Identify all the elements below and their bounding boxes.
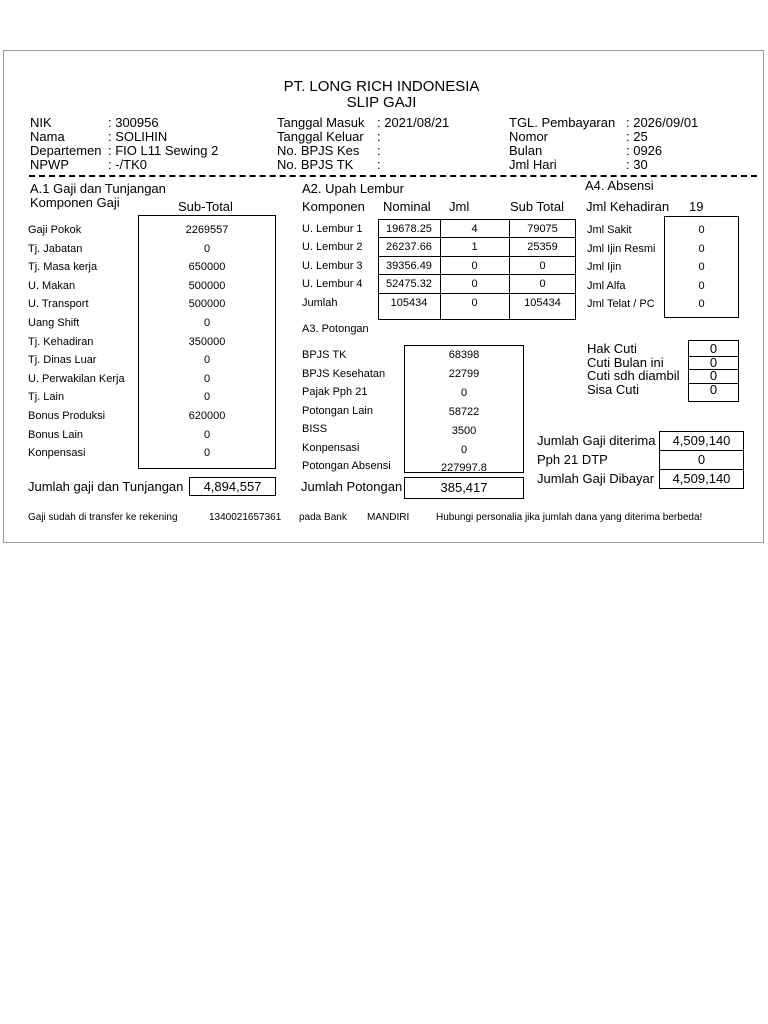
absensi-row-value: 0 [698, 261, 705, 274]
footer-bank-label: pada Bank [299, 512, 347, 523]
summary-row-label: Pph 21 DTP [537, 452, 608, 467]
gaji-row-value: 2269557 [185, 224, 229, 236]
gaji-row-value: 620000 [188, 410, 226, 422]
potongan-row-value: 0 [460, 444, 468, 456]
lembur-jml-cell: 0 [471, 259, 478, 272]
gaji-row-value: 500000 [188, 298, 226, 311]
lembur-row-line [378, 293, 576, 294]
gaji-row-label: Bonus Lain [28, 428, 84, 441]
gaji-row-value: 0 [203, 317, 211, 329]
gaji-row-label: Gaji Pokok [28, 224, 82, 236]
cuti-row-label: Hak Cuti [587, 341, 637, 356]
gaji-row-label: U. Transport [28, 298, 89, 311]
section-potongan-title: A3. Potongan [302, 323, 369, 335]
lembur-nominal-cell: 19678.25 [386, 223, 432, 235]
lembur-row-label: U. Lembur 4 [302, 278, 363, 291]
gaji-row-value: 0 [203, 372, 211, 385]
lembur-nominal-cell: 105434 [390, 296, 428, 309]
jumlah-gaji-value: 4,894,557 [203, 479, 262, 494]
salary-slip [3, 50, 764, 543]
cuti-row-line [688, 356, 739, 357]
footer-transfer-text: Gaji sudah di transfer ke rekening [28, 512, 178, 523]
section-gaji-title: A.1 Gaji dan Tunjangan [30, 181, 166, 196]
lembur-nominal-cell: 39356.49 [386, 259, 432, 272]
bulan-value: : 0926 [626, 143, 663, 158]
gaji-row-label: U. Makan [28, 279, 76, 292]
jml-kehadiran-value: 19 [689, 199, 704, 214]
cuti-row-line [688, 369, 739, 370]
npwp-label: NPWP [30, 157, 69, 172]
lembur-komponen-header: Komponen [302, 199, 365, 214]
potongan-row-label: BISS [302, 423, 328, 435]
bpjs-kes-value: : [377, 143, 381, 158]
cuti-row-line [688, 383, 739, 384]
bpjs-kes-label: No. BPJS Kes [277, 143, 360, 158]
lembur-jml-cell: 4 [471, 223, 478, 235]
gaji-row-label: Tj. Jabatan [28, 242, 83, 255]
cuti-row-value: 0 [709, 355, 718, 370]
potongan-row-value: 22799 [448, 368, 480, 380]
gaji-row-label: Konpensasi [28, 447, 86, 460]
komponen-gaji-header: Komponen Gaji [30, 195, 120, 210]
gaji-row-label: Tj. Lain [28, 391, 65, 404]
departemen-label: Departemen [30, 143, 102, 158]
nik-label: NIK [30, 115, 52, 130]
cuti-row-value: 0 [709, 382, 718, 397]
gaji-subtotal-header: Sub-Total [178, 199, 233, 214]
footer-bank-name: MANDIRI [367, 512, 410, 523]
lembur-jml-cell: 0 [471, 278, 478, 291]
lembur-nominal-header: Nominal [383, 199, 431, 214]
departemen-value: : FIO L11 Sewing 2 [108, 143, 219, 158]
lembur-subtotal-cell: 0 [539, 259, 546, 272]
company-name: PT. LONG RICH INDONESIA [283, 78, 480, 95]
gaji-row-value: 350000 [188, 335, 226, 348]
potongan-row-value: 68398 [448, 349, 480, 361]
summary-row-line [659, 469, 744, 470]
gaji-row-value: 0 [203, 428, 211, 441]
nomor-value: : 25 [626, 129, 648, 144]
tanggal-masuk-label: Tanggal Masuk [277, 115, 365, 130]
absensi-row-value: 0 [698, 242, 705, 255]
lembur-row-label: U. Lembur 3 [302, 259, 363, 272]
cuti-row-value: 0 [709, 341, 718, 356]
lembur-nominal-cell: 26237.66 [386, 241, 432, 254]
potongan-row-label: Potongan Absensi [302, 460, 391, 472]
potongan-row-label: Pajak Pph 21 [302, 386, 368, 398]
potongan-row-label: Potongan Lain [302, 405, 373, 417]
gaji-row-value: 650000 [188, 261, 226, 274]
nama-value: : SOLIHIN [108, 129, 168, 144]
npwp-value: : -/TK0 [108, 157, 148, 172]
gaji-row-label: Tj. Dinas Luar [28, 354, 97, 367]
tanggal-masuk-value: : 2021/08/21 [377, 115, 450, 130]
lembur-nominal-cell: 52475.32 [386, 278, 432, 291]
tgl-pembayaran-value: : 2026/09/01 [626, 115, 699, 130]
lembur-subtotal-cell: 0 [539, 278, 546, 291]
slip-title: SLIP GAJI [346, 94, 417, 111]
potongan-row-value: 227997.8 [441, 462, 487, 474]
absensi-row-label: Jml Alfa [587, 279, 626, 292]
dashed-divider [29, 175, 757, 177]
absensi-row-label: Jml Telat / PC [587, 298, 655, 311]
section-absensi-title: A4. Absensi [585, 178, 654, 193]
cuti-row-label: Cuti Bulan ini [587, 355, 664, 370]
footer-note: Hubungi personalia jika jumlah dana yang diterima berbeda! [436, 512, 703, 523]
lembur-row-line [378, 237, 576, 238]
tanggal-keluar-value: : [377, 129, 381, 144]
lembur-row-label: U. Lembur 2 [302, 241, 363, 254]
absensi-row-label: Jml Ijin Resmi [587, 242, 656, 255]
lembur-jml-header: Jml [449, 199, 470, 214]
summary-row-label: Jumlah Gaji diterima [537, 433, 656, 448]
summary-row-value: 0 [697, 452, 706, 467]
absensi-row-label: Jml Ijin [587, 261, 622, 274]
nik-value: : 300956 [108, 115, 159, 130]
jml-hari-label: Jml Hari [509, 157, 557, 172]
summary-row-label: Jumlah Gaji Dibayar [537, 471, 655, 486]
lembur-row-label: Jumlah [302, 296, 338, 309]
tanggal-keluar-label: Tanggal Keluar [277, 129, 364, 144]
potongan-row-value: 0 [460, 387, 468, 399]
bulan-label: Bulan [509, 143, 543, 158]
lembur-jml-cell: 0 [471, 296, 478, 309]
lembur-subtotal-header: Sub Total [510, 199, 564, 214]
bpjs-tk-label: No. BPJS TK [277, 157, 354, 172]
potongan-row-value: 3500 [451, 425, 477, 437]
absensi-row-value: 0 [698, 224, 705, 236]
tgl-pembayaran-label: TGL. Pembayaran [509, 115, 616, 130]
gaji-row-value: 0 [203, 242, 211, 255]
gaji-row-label: Bonus Produksi [28, 410, 106, 422]
footer-account-number: 1340021657361 [209, 512, 282, 523]
gaji-row-value: 500000 [188, 279, 226, 292]
cuti-row-label: Cuti sdh diambil [587, 368, 680, 383]
potongan-row-label: BPJS TK [302, 349, 347, 361]
gaji-row-value: 0 [203, 354, 211, 367]
lembur-subtotal-cell: 105434 [524, 296, 561, 309]
jumlah-potongan-label: Jumlah Potongan [301, 479, 403, 494]
section-lembur-title: A2. Upah Lembur [302, 181, 404, 196]
jumlah-potongan-value: 385,417 [440, 480, 488, 495]
lembur-row-line [378, 274, 576, 275]
nomor-label: Nomor [509, 129, 549, 144]
absensi-row-value: 0 [698, 298, 705, 311]
lembur-subtotal-cell: 25359 [527, 241, 558, 254]
lembur-jml-cell: 1 [471, 241, 478, 254]
gaji-row-label: Uang Shift [28, 317, 80, 329]
gaji-row-label: U. Perwakilan Kerja [28, 372, 125, 385]
cuti-row-value: 0 [709, 368, 718, 383]
summary-row-line [659, 450, 744, 451]
absensi-row-label: Jml Sakit [587, 224, 632, 236]
gaji-row-value: 0 [203, 391, 211, 404]
gaji-row-value: 0 [203, 447, 211, 460]
jml-hari-value: : 30 [626, 157, 648, 172]
cuti-row-label: Sisa Cuti [587, 382, 640, 397]
nama-label: Nama [30, 129, 65, 144]
summary-row-value: 4,509,140 [672, 433, 731, 448]
bpjs-tk-value: : [377, 157, 381, 172]
jml-kehadiran-label: Jml Kehadiran [586, 199, 670, 214]
potongan-row-label: BPJS Kesehatan [302, 368, 386, 380]
lembur-row-label: U. Lembur 1 [302, 223, 363, 235]
gaji-row-label: Tj. Kehadiran [28, 335, 94, 348]
summary-row-value: 4,509,140 [672, 471, 731, 486]
lembur-row-line [378, 256, 576, 257]
lembur-subtotal-cell: 79075 [527, 223, 558, 235]
gaji-row-label: Tj. Masa kerja [28, 261, 98, 274]
potongan-row-label: Konpensasi [302, 442, 360, 454]
potongan-row-value: 58722 [448, 406, 480, 418]
absensi-row-value: 0 [698, 279, 705, 292]
jumlah-gaji-label: Jumlah gaji dan Tunjangan [28, 479, 184, 494]
